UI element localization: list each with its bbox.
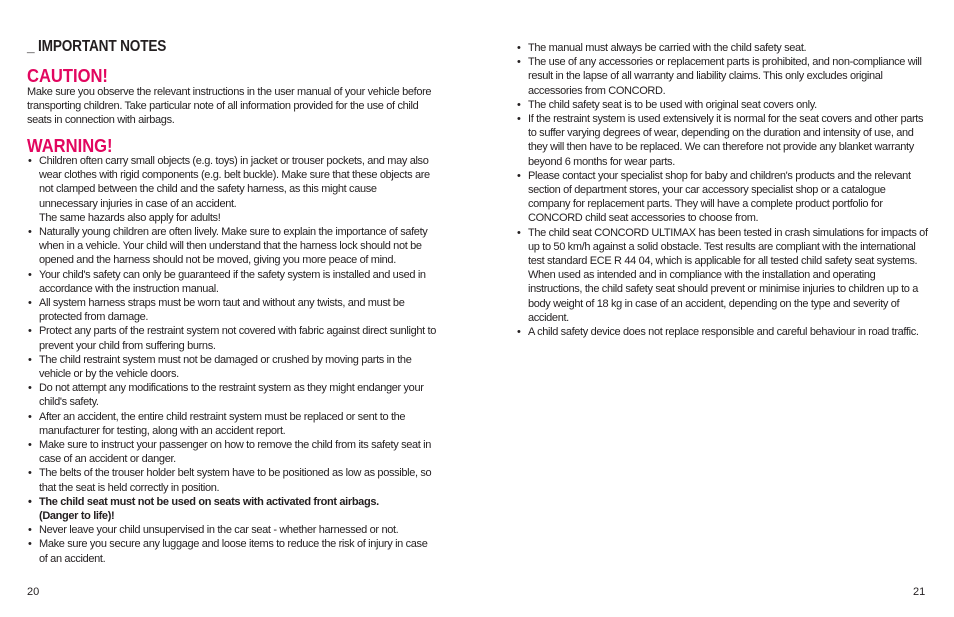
warning-item	[27, 353, 437, 381]
note-item	[516, 55, 928, 98]
note-item	[516, 325, 928, 339]
right-page	[516, 0, 928, 617]
warning-item	[27, 523, 437, 537]
warning-item	[27, 466, 437, 494]
note-item	[516, 169, 928, 226]
bullet-icon: •	[517, 226, 521, 239]
bullet-icon: •	[28, 382, 32, 395]
bullet-icon: •	[28, 155, 32, 167]
warning-item-note: (Danger to life)!	[39, 510, 115, 523]
warning-item-text: Do not attempt any modifications to the restraint system as they might endanger your child's safety.	[39, 382, 424, 409]
note-item-text: The child safety seat is to be used with original seat covers only.	[528, 98, 817, 111]
note-item-text: The use of any accessories or replacement parts is prohibited, and non-compliance will result in the lapse of all warranty and liability claims. This only excludes original accessories from CONCORD.	[528, 56, 922, 97]
bullet-icon: •	[28, 538, 32, 551]
warning-item-text: Naturally young children are often lively. Make sure to explain the importance of safety when in a vehicle. Your child will then understand that the harness lock should not be opened and the harness should not be moved, giving you more peace of mind.	[39, 226, 428, 267]
warning-item-text: The belts of the trouser holder belt system have to be positioned as low as possible, so that the seat is held correctly in position.	[39, 467, 432, 494]
bullet-icon: •	[28, 226, 32, 239]
note-item	[516, 98, 928, 112]
bullet-icon: •	[28, 325, 32, 338]
bullet-icon: •	[28, 467, 32, 480]
warning-item-text: Children often carry small objects (e.g. toys) in jacket or trouser pockets, and may also wear clothes with rigid components (e.g. belt buckle). Make sure that these objects are not clamped between the child and the safety harness, as this might cause unnecessary injuries in case of an accident.	[39, 155, 430, 210]
note-item-text: The child seat CONCORD ULTIMAX has been tested in crash simulations for impacts of up to 50 km/h against a solid obstacle. Test results are compliant with the international test standard ECE R 44 04, which is applicable for all tested child safety seat systems. When used as intended and in compliance with the installation and operating instructions, the child safety seat should prevent or minimise injuries to children up to a body weight of 18 kg in case of an accident, depending on the type and severity of accident.	[528, 226, 928, 324]
warning-item-text: All system harness straps must be worn taut and without any twists, and must be protected from damage.	[39, 297, 405, 324]
bullet-icon: •	[28, 353, 32, 366]
bullet-icon: •	[517, 56, 521, 69]
note-item-text: If the restraint system is used extensively it is normal for the seat covers and other parts to suffer varying degrees of wear, depending on the duration and intensity of use, and they will then have to be replaced. We can therefore not provide any blanket warranty beyond 6 months for wear parts.	[528, 113, 924, 168]
warning-item-note: The same hazards also apply for adults!	[39, 211, 221, 224]
warning-item	[27, 225, 437, 268]
warning-item-text: Your child's safety can only be guaranteed if the safety system is installed and used in accordance with the instruction manual.	[39, 268, 426, 295]
warning-item-text: Never leave your child unsupervised in the car seat - whether harnessed or not.	[39, 524, 399, 537]
bullet-icon: •	[517, 113, 521, 126]
warning-item	[27, 268, 437, 296]
warning-item	[27, 296, 437, 324]
section-title: _ IMPORTANT NOTES	[27, 38, 167, 55]
note-item-text: A child safety device does not replace responsible and careful behaviour in road traffic.	[528, 326, 919, 339]
warning-item-text: Protect any parts of the restraint system not covered with fabric against direct sunlight to prevent your child from suffering burns.	[39, 325, 437, 352]
page-number-left: 20	[27, 586, 40, 598]
warning-item	[27, 154, 437, 225]
bullet-icon: •	[28, 410, 32, 423]
warning-item-text: The child seat must not be used on seats with activated front airbags.	[39, 495, 379, 508]
bullet-icon: •	[28, 268, 32, 281]
note-item	[516, 112, 928, 169]
warning-item-text: Make sure you secure any luggage and loose items to reduce the risk of injury in case of an accident.	[39, 538, 428, 565]
bullet-icon: •	[28, 524, 32, 537]
bullet-icon: •	[517, 169, 521, 182]
bullet-icon: •	[28, 297, 32, 310]
bullet-icon: •	[517, 98, 521, 111]
bullet-icon: •	[517, 42, 521, 54]
warning-list	[27, 154, 437, 566]
bullet-icon: •	[517, 326, 521, 339]
warning-item	[27, 381, 437, 409]
warning-item	[27, 495, 437, 523]
page-number-right: 21	[913, 586, 926, 598]
note-item	[516, 41, 928, 55]
left-page	[27, 0, 437, 617]
warning-item	[27, 410, 437, 438]
warning-heading: WARNING!	[27, 136, 113, 156]
warning-item	[27, 324, 437, 352]
bullet-icon: •	[28, 439, 32, 452]
notes-list	[516, 41, 928, 339]
warning-item-text: After an accident, the entire child restraint system must be replaced or sent to the manufacturer for testing, along with an accident report.	[39, 410, 406, 437]
note-item	[516, 226, 928, 325]
warning-item-text: Make sure to instruct your passenger on how to remove the child from its safety seat in case of an accident or danger.	[39, 439, 432, 466]
warning-item	[27, 438, 437, 466]
bullet-icon: •	[28, 495, 32, 508]
warning-item	[27, 537, 437, 565]
note-item-text: Please contact your specialist shop for baby and children's products and the relevant section of department stores, your car accessory specialist shop or a catalogue company for replacement parts. They will have a complete product portfolio for CONCORD child seat accessories to choose from.	[528, 169, 911, 225]
caution-heading: CAUTION!	[27, 66, 108, 86]
caution-text: Make sure you observe the relevant instructions in the user manual of your vehicle before transporting children. Take particular note of all information provided for the use of child seats in connection with airbags.	[27, 86, 432, 127]
note-item-text: The manual must always be carried with the child safety seat.	[528, 42, 807, 54]
warning-item-text: The child restraint system must not be damaged or crushed by moving parts in the vehicle or by the vehicle doors.	[39, 353, 412, 381]
